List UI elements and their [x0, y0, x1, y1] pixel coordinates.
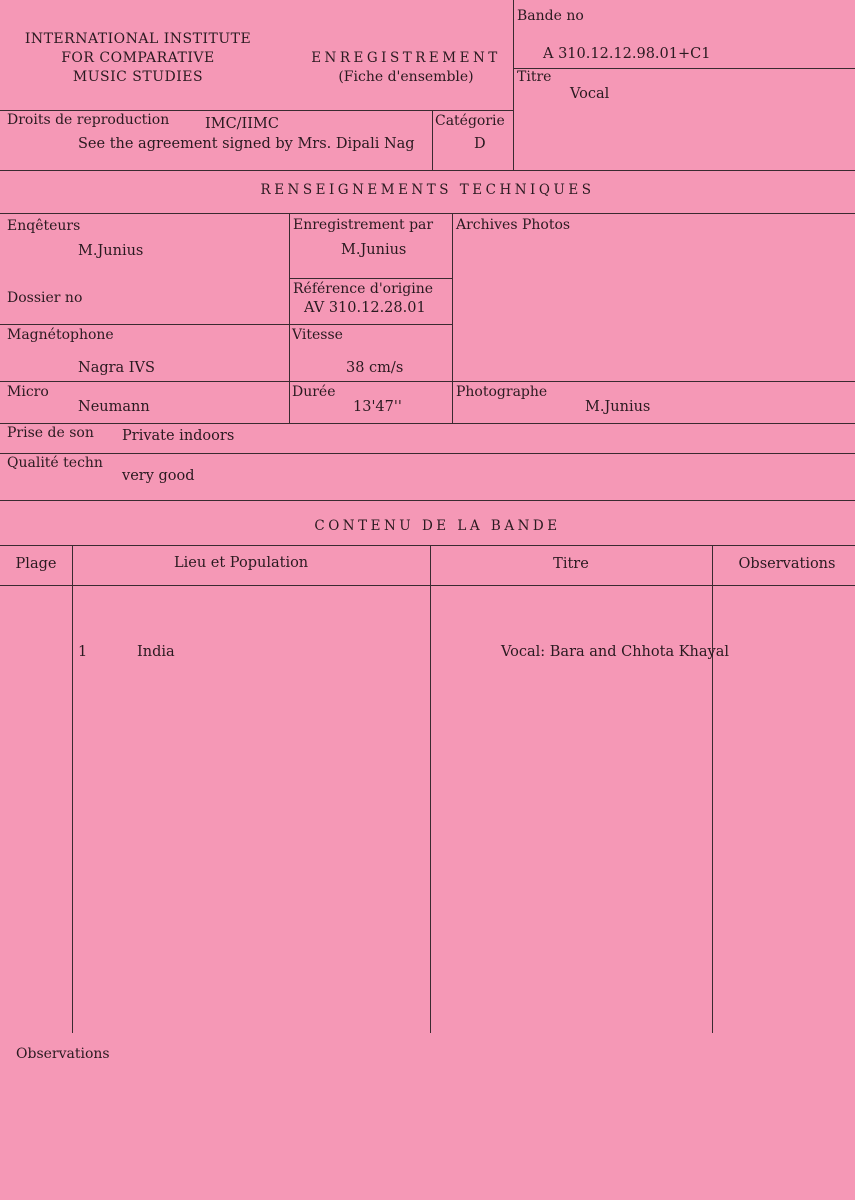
archives-label: Archives Photos [456, 217, 571, 233]
enregistrement-value: M.Junius [341, 242, 407, 258]
bande-value: A 310.12.12.98.01+C1 [543, 46, 711, 62]
divider [513, 68, 855, 69]
enregistrement-label: Enregistrement par [293, 217, 434, 233]
divider [0, 585, 855, 586]
duree-value: 13'47'' [353, 399, 402, 415]
divider [72, 545, 73, 1033]
divider [0, 423, 855, 424]
duree-label: Durée [292, 384, 336, 400]
titre-label: Titre [517, 69, 552, 85]
row-plage: 1 [78, 644, 88, 660]
qualite-label: Qualité techn [7, 455, 103, 471]
divider [0, 324, 452, 325]
column-header-lieu: Lieu et Population [174, 555, 309, 571]
photographe-label: Photographe [456, 384, 548, 400]
divider [289, 213, 290, 423]
divider [0, 500, 855, 501]
divider [432, 110, 433, 170]
divider [513, 0, 514, 170]
titre-value: Vocal [570, 86, 610, 102]
row-titre: Vocal: Bara and Chhota Khayal [501, 644, 729, 660]
institute-name-line3: MUSIC STUDIES [72, 69, 204, 85]
magnetophone-value: Nagra IVS [78, 360, 155, 376]
droits-label: Droits de reproduction [7, 112, 170, 128]
form-title: ENREGISTREMENT [311, 50, 501, 66]
divider [452, 213, 453, 423]
divider [0, 453, 855, 454]
row-lieu: India [137, 644, 175, 660]
micro-label: Micro [7, 384, 49, 400]
divider [0, 381, 855, 382]
divider [0, 213, 855, 214]
droits-value: IMC/IIMC [205, 116, 279, 132]
divider [712, 545, 713, 1033]
bande-label: Bande no [517, 8, 584, 24]
technical-section-title: RENSEIGNEMENTS TECHNIQUES [260, 182, 595, 198]
enqueteurs-value: M.Junius [78, 243, 144, 259]
categorie-value: D [474, 136, 486, 152]
categorie-label: Catégorie [435, 113, 505, 129]
divider [0, 545, 855, 546]
divider [430, 545, 431, 1033]
magnetophone-label: Magnétophone [7, 327, 114, 343]
vitesse-label: Vitesse [292, 327, 343, 343]
qualite-value: very good [122, 468, 195, 484]
divider [0, 110, 513, 111]
form-subtitle: (Fiche d'ensemble) [338, 69, 474, 85]
dossier-label: Dossier no [7, 290, 83, 306]
micro-value: Neumann [78, 399, 150, 415]
column-header-titre: Titre [553, 556, 589, 572]
column-header-plage: Plage [15, 556, 57, 572]
observations-label: Observations [16, 1046, 110, 1062]
reference-value: AV 310.12.28.01 [304, 300, 426, 316]
photographe-value: M.Junius [585, 399, 651, 415]
vitesse-value: 38 cm/s [346, 360, 404, 376]
reference-label: Référence d'origine [293, 281, 434, 297]
enqueteurs-label: Enqêteurs [7, 218, 81, 234]
agreement-text: See the agreement signed by Mrs. Dipali Nag [78, 136, 415, 152]
divider [0, 170, 855, 171]
prise-value: Private indoors [122, 428, 235, 444]
institute-name-line2: FOR COMPARATIVE [61, 50, 215, 66]
divider [289, 278, 452, 279]
prise-label: Prise de son [7, 425, 94, 441]
institute-name-line1: INTERNATIONAL INSTITUTE [24, 31, 252, 47]
contents-section-title: CONTENU DE LA BANDE [314, 518, 561, 534]
column-header-observations: Observations [738, 556, 836, 572]
